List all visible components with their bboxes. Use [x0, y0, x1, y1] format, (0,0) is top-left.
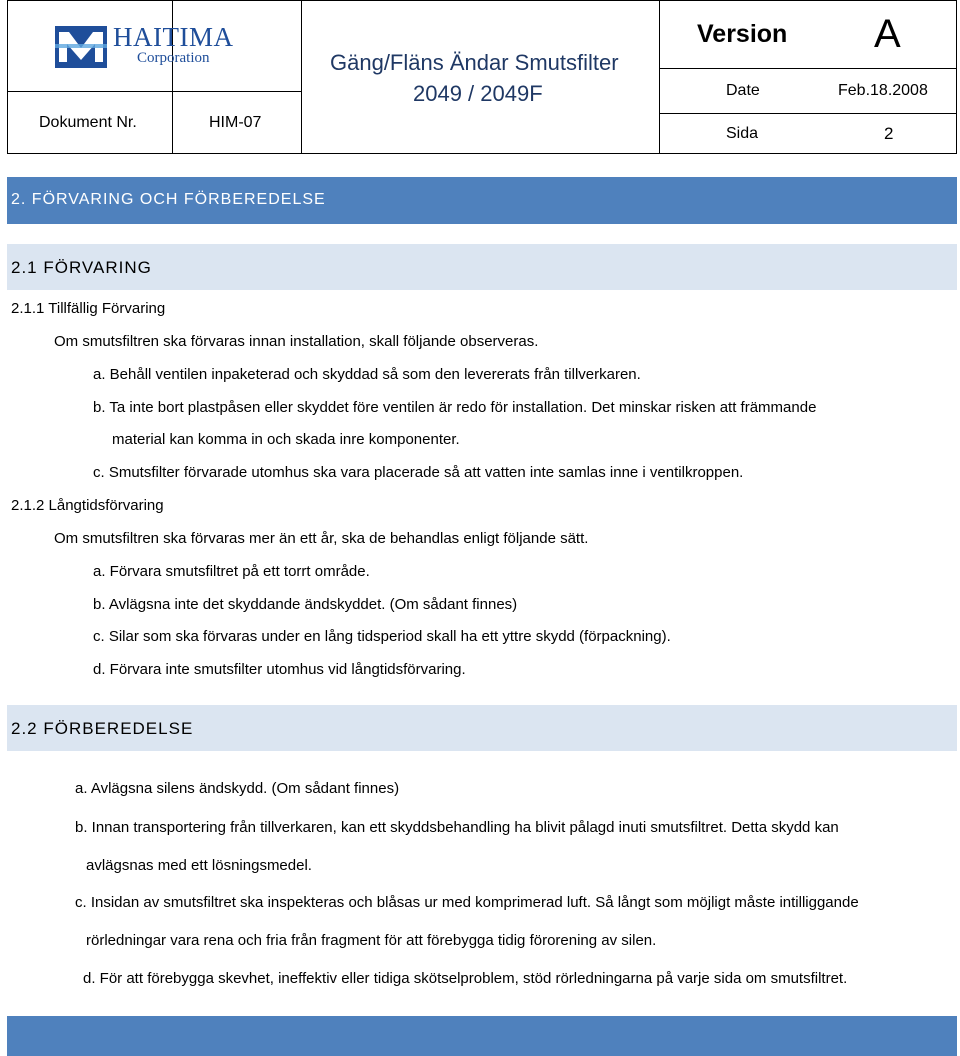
- logo-mark-icon: [55, 26, 107, 68]
- list-item: c. Insidan av smutsfiltret ska inspekteras och blåsas ur med komprimerad luft. Så långt som möjligt måste intilliggande: [75, 894, 859, 911]
- logo-subtitle: Corporation: [137, 50, 210, 66]
- list-item-continuation: rörledningar vara rena och fria från fragment för att förebygga tidig förorening av silen.: [86, 932, 657, 949]
- paragraph: Om smutsfiltren ska förvaras mer än ett år, ska de behandlas enligt följande sätt.: [54, 530, 589, 547]
- page-number: 2: [884, 124, 894, 143]
- divider: [659, 113, 957, 114]
- divider: [659, 68, 957, 69]
- list-item: c. Smutsfilter förvarade utomhus ska vara placerade så att vatten inte samlas inne i ventilkroppen.: [93, 464, 744, 481]
- document-number-value: HIM-07: [209, 114, 262, 131]
- document-title: Gäng/Fläns Ändar Smutsfilter: [330, 50, 619, 75]
- list-item: d. Förvara inte smutsfilter utomhus vid långtidsförvaring.: [93, 661, 466, 678]
- list-item: b. Ta inte bort plastpåsen eller skyddet före ventilen är redo för installation. Det minskar risken att främmande: [93, 399, 817, 416]
- subsection-title: 2.2 FÖRBEREDELSE: [11, 719, 194, 738]
- list-item: d. För att förebygga skevhet, ineffektiv eller tidiga skötselproblem, stöd rörledningarna på varje sida om smutsfiltret.: [83, 970, 848, 987]
- divider: [301, 0, 302, 154]
- section-title: 2. FÖRVARING OCH FÖRBEREDELSE: [11, 191, 326, 208]
- page-label: Sida: [726, 125, 759, 142]
- list-item: b. Avlägsna inte det skyddande ändskyddet. (Om sådant finnes): [93, 596, 518, 613]
- paragraph: Om smutsfiltren ska förvaras innan installation, skall följande observeras.: [54, 333, 539, 350]
- version-value: A: [874, 12, 901, 56]
- list-item-continuation: material kan komma in och skada inre komponenter.: [112, 431, 460, 448]
- list-item: b. Innan transportering från tillverkaren, kan ett skyddsbehandling ha blivit pålagd inuti smutsfiltret. Detta skydd kan: [75, 819, 839, 836]
- logo-name: HAITIMA: [113, 22, 234, 52]
- divider: [659, 0, 660, 154]
- version-label: Version: [697, 20, 788, 48]
- company-logo: [55, 24, 250, 70]
- document-number-label: Dokument Nr.: [39, 114, 137, 131]
- heading-2-1-2: 2.1.2 Långtidsförvaring: [11, 497, 164, 514]
- list-item: a. Avlägsna silens ändskydd. (Om sådant finnes): [75, 780, 400, 797]
- heading-2-1-1: 2.1.1 Tillfällig Förvaring: [11, 300, 166, 317]
- date-label: Date: [726, 82, 760, 99]
- list-item-continuation: avlägsnas med ett lösningsmedel.: [86, 857, 312, 874]
- subsection-title: 2.1 FÖRVARING: [11, 258, 152, 277]
- list-item: a. Förvara smutsfiltret på ett torrt område.: [93, 563, 370, 580]
- document-model: 2049 / 2049F: [413, 81, 543, 106]
- list-item: c. Silar som ska förvaras under en lång tidsperiod skall ha ett yttre skydd (förpackning).: [93, 628, 671, 645]
- list-item: a. Behåll ventilen inpaketerad och skyddad så som den levererats från tillverkaren.: [93, 366, 641, 383]
- footer-banner: [7, 1016, 957, 1056]
- date-value: Feb.18.2008: [838, 82, 928, 99]
- divider: [7, 91, 302, 92]
